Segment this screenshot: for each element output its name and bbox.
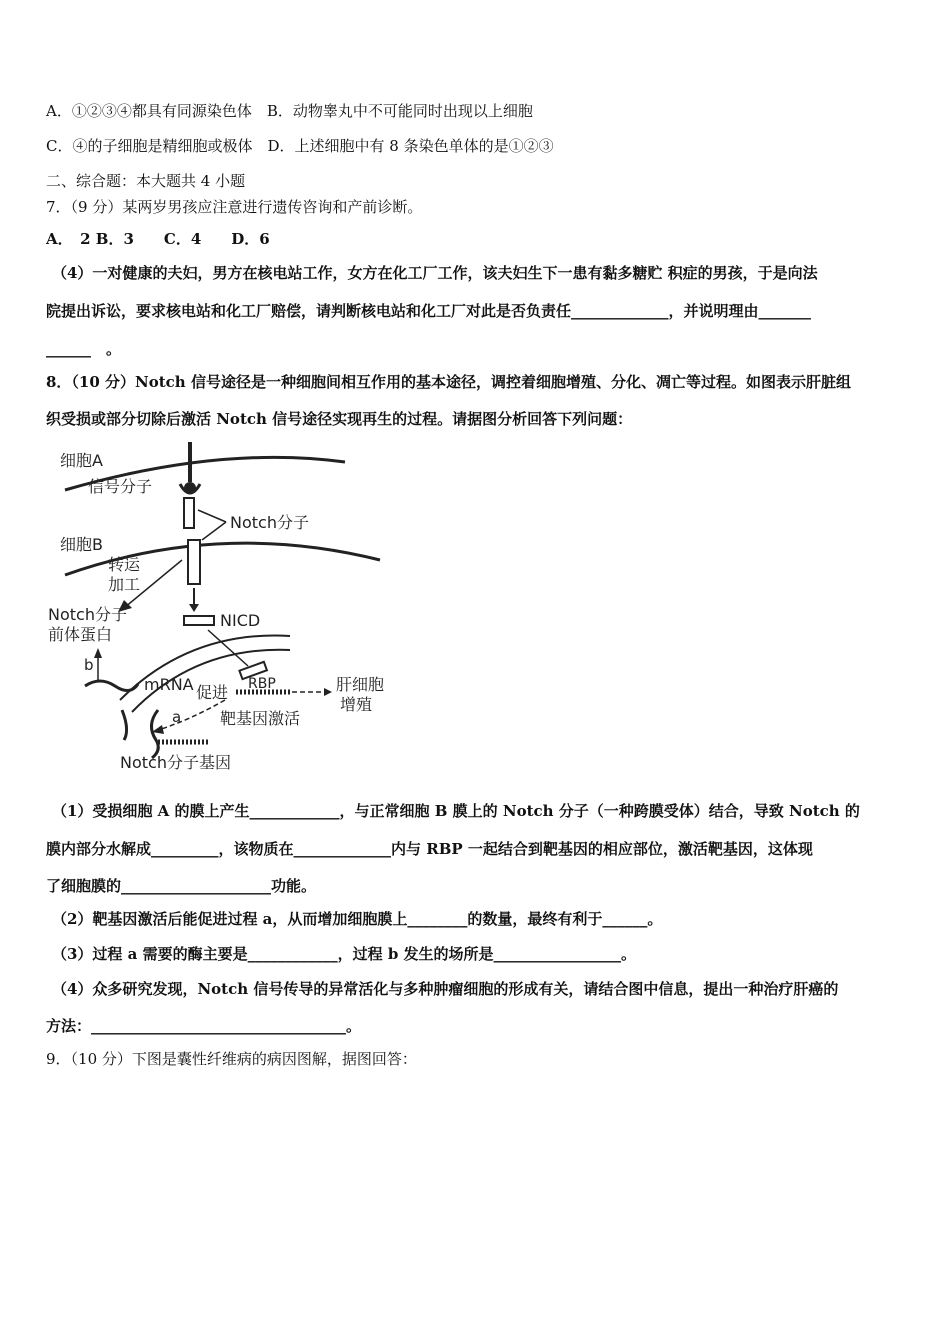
question-7-options: A． 2 B．3 C．4 D．6 [46,230,270,248]
label-transport-1: 转运 [108,555,141,574]
nicd-fragment [184,616,214,625]
question-8-part1-line3: 了细胞膜的____________________功能。 [46,877,317,895]
process-a-arrow [158,700,225,730]
label-target-gene: 靶基因激活 [220,709,301,728]
question-7-stem: 7．（9 分）某两岁男孩应注意进行遗传咨询和产前诊断。 [46,198,423,216]
process-b-arrow-head [94,648,102,658]
label-precursor-1: Notch分子 [48,605,127,624]
label-cell-a: 细胞A [60,451,103,470]
question-7-part4-line2: 院提出诉讼，要求核电站和化工厂赔偿，请判断核电站和化工厂对此是否负责任_____________，并说明理由_______ [46,302,812,320]
label-nicd: NICD [220,611,261,630]
label-notch: Notch分子 [230,513,309,532]
label-liver-1: 肝细胞 [336,675,385,694]
label-liver-2: 增殖 [340,695,373,714]
notch-pathway-diagram [40,440,400,780]
label-process-b: b [84,656,94,674]
label-transport-2: 加工 [108,575,141,594]
label-mrna: mRNA [144,675,194,694]
question-9-stem: 9．（10 分）下图是囊性纤维病的病因图解，据图回答： [46,1050,417,1068]
label-rbp: RBP [248,676,276,692]
question-8-part2: （2）靶基因激活后能促进过程 a，从而增加细胞膜上________的数量，最终有利于______。 [52,910,663,928]
label-process-a: a [172,708,182,726]
question-8-part3: （3）过程 a 需要的酶主要是____________，过程 b 发生的场所是_________________。 [52,945,637,963]
section-heading: 二、综合题：本大题共 4 小题 [46,172,246,190]
mrna-strand-cytoplasm [85,681,138,691]
notch-pointer-1 [198,510,226,522]
label-precursor-2: 前体蛋白 [48,625,113,644]
arrow-to-nicd-head [189,604,199,612]
label-notch-gene: Notch分子基因 [120,753,231,772]
question-8-stem-line2: 织受损或部分切除后激活 Notch 信号途径实现再生的过程。请据图分析回答下列问题： [46,410,633,428]
notch-receptor-inner [188,540,200,584]
notch-receptor-outer [184,498,194,528]
notch-pointer-2 [202,522,226,540]
option-line-cd: C．④的子细胞是精细胞或极体 D．上述细胞中有 8 条染色单体的是①②③ [46,137,554,155]
question-8-stem-line1: 8．（10 分）Notch 信号途径是一种细胞间相互作用的基本途径，调控着细胞增殖、分化、凋亡等过程。如图表示肝脏组 [46,373,851,391]
mrna-strand-nucleus [122,710,127,740]
option-line-ab: A．①②③④都具有同源染色体 B．动物睾丸中不可能同时出现以上细胞 [46,102,533,120]
label-promote: 促进 [196,683,229,702]
question-7-part4-line1: （4）一对健康的夫妇，男方在核电站工作，女方在化工厂工作，该夫妇生下一患有黏多糖贮 积症的男孩，于是向法 [52,264,818,282]
gene-strand [151,710,158,758]
label-cell-b: 细胞B [60,535,103,554]
question-8-part1-line2: 膜内部分水解成_________，该物质在_____________内与 RBP 一起结合到靶基因的相应部位，激活靶基因，这体现 [46,840,813,858]
question-8-part4-line1: （4）众多研究发现，Notch 信号传导的异常活化与多种肿瘤细胞的形成有关，请结合图中信息，提出一种治疗肝癌的 [52,980,839,998]
label-signal-molecule: 信号分子 [88,477,153,496]
question-8-part4-line2: 方法：__________________________________。 [46,1017,362,1035]
question-7-part4-line3: ______ 。 [46,340,122,358]
question-8-part1-line1: （1）受损细胞 A 的膜上产生____________，与正常细胞 B 膜上的 Notch 分子（一种跨膜受体）结合，导致 Notch 的 [52,802,860,820]
arrow-to-liver-head [324,688,332,696]
